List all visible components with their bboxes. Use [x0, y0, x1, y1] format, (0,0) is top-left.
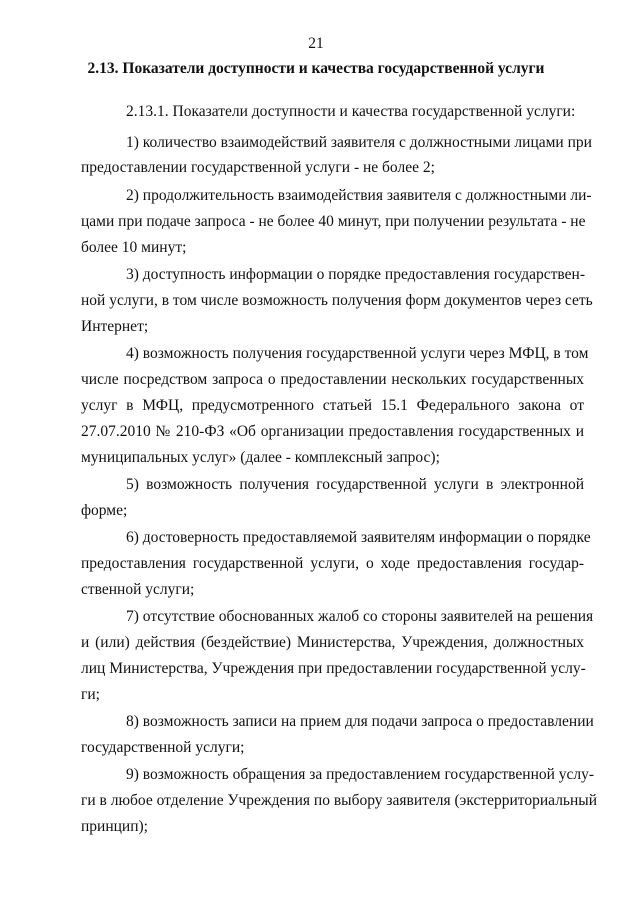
- item-4-line-5: муниципальных услуг» (далее - комплексный запрос);: [81, 449, 440, 466]
- item-2-line-1: 2) продолжительность взаимодействия заявителя с должностными ли-: [126, 187, 592, 204]
- item-7-line-1: 7) отсутствие обоснованных жалоб со стороны заявителей на решения: [126, 608, 594, 625]
- page-number: 21: [308, 35, 324, 52]
- section-title: 2.13. Показатели доступности и качества государственной услуги: [87, 60, 545, 77]
- item-6-line-1: 6) достоверность предоставляемой заявителям информации о порядке: [126, 529, 591, 546]
- item-9-line-3: принцип);: [81, 818, 148, 835]
- item-2-line-2: цами при подаче запроса - не более 40 минут, при получении результата - не: [81, 213, 586, 230]
- item-7-line-3: лиц Министерства, Учреждения при предоставлении государственной услу-: [81, 660, 586, 677]
- item-8-line-2: государственной услуги;: [81, 739, 245, 756]
- item-4-line-4: 27.07.2010 № 210-ФЗ «Об организации предоставления государственных и: [81, 423, 584, 440]
- item-1-line-2: предоставлении государственной услуги - не более 2;: [81, 159, 435, 176]
- item-5-line-2: форме;: [81, 502, 128, 519]
- lead-paragraph: 2.13.1. Показатели доступности и качества государственной услуги:: [126, 103, 576, 120]
- item-1-line-1: 1) количество взаимодействий заявителя с должностными лицами при: [126, 134, 592, 151]
- item-4-line-3: услуг в МФЦ, предусмотренного статьей 15.1 Федерального закона от: [81, 397, 584, 414]
- item-2-line-3: более 10 минут;: [81, 239, 187, 256]
- item-6-line-3: ственной услуги;: [81, 581, 195, 598]
- item-9-line-2: ги в любое отделение Учреждения по выбору заявителя (экстерриториальный: [81, 792, 597, 809]
- item-4-line-1: 4) возможность получения государственной услуги через МФЦ, в том: [126, 345, 589, 362]
- item-3-line-2: ной услуги, в том числе возможность получения форм документов через сеть: [81, 292, 593, 309]
- item-4-line-2: числе посредством запроса о предоставлении нескольких государственных: [81, 371, 584, 388]
- item-5-line-1: 5) возможность получения государственной услуги в электронной: [126, 476, 584, 493]
- item-7-line-2: и (или) действия (бездействие) Министерства, Учреждения, должностных: [81, 634, 584, 651]
- item-7-line-4: ги;: [81, 686, 100, 703]
- item-8-line-1: 8) возможность записи на прием для подачи запроса о предоставлении: [126, 713, 594, 730]
- item-6-line-2: предоставления государственной услуги, о ходе предоставления государ-: [81, 555, 584, 572]
- item-3-line-3: Интернет;: [81, 318, 149, 335]
- item-9-line-1: 9) возможность обращения за предоставлением государственной услу-: [126, 766, 595, 783]
- item-3-line-1: 3) доступность информации о порядке предоставления государствен-: [126, 266, 585, 283]
